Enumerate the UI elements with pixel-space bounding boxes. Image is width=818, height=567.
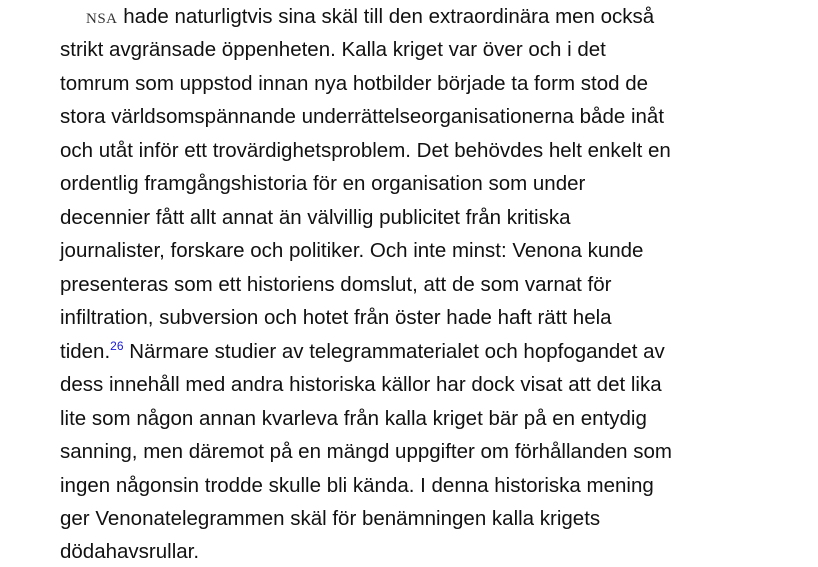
paragraph-line-3: tomrum som uppstod innan nya hotbilder började ta form stod de xyxy=(60,72,648,95)
paragraph-line-8: journalister, forskare och politiker. Och inte minst: Venona kunde xyxy=(60,239,644,262)
paragraph-line-10: infiltration, subversion och hotet från öster hade haft rätt hela xyxy=(60,306,612,329)
paragraph-line-14: sanning, men däremot på en mängd uppgifter om förhållanden som xyxy=(60,440,672,463)
paragraph-line-12: dess innehåll med andra historiska källor har dock visat att det lika xyxy=(60,373,662,396)
paragraph-line-11: tiden.$^{26}$ Närmare studier av telegrammaterialet och hopfogandet av xyxy=(60,339,665,363)
paragraph-line-13: lite som någon annan kvarleva från kalla kriget bär på en entydig xyxy=(60,407,647,430)
paragraph-line-9: presenteras som ett historiens domslut, att de som varnat för xyxy=(60,273,612,296)
paragraph-line-1: NSA hade naturligtvis sina skäl till den extraordinära men också xyxy=(86,5,655,28)
paragraph-line-7: decennier fått allt annat än välvillig publicitet från kritiska xyxy=(60,206,571,229)
paragraph-line-15: ingen någonsin trodde skulle bli kända. I denna historiska mening xyxy=(60,474,654,497)
paragraph-line-16: ger Venonatelegrammen skäl för benämningen kalla krigets xyxy=(60,507,601,530)
footnote-reference-link[interactable]: 26 xyxy=(110,339,124,353)
paragraph-line-17: dödahavsrullar. xyxy=(60,540,200,563)
paragraph-line-4: stora världsomspännande underrättelseorganisationerna både inåt xyxy=(60,105,665,128)
lead-word: NSA xyxy=(86,11,118,27)
paragraph-line-5: och utåt inför ett trovärdighetsproblem. Det behövdes helt enkelt en xyxy=(60,139,671,162)
paragraph-line-6: ordentlig framgångshistoria för en organisation som under xyxy=(60,172,586,195)
paragraph-line-2: strikt avgränsade öppenheten. Kalla kriget var över och i det xyxy=(60,38,606,61)
